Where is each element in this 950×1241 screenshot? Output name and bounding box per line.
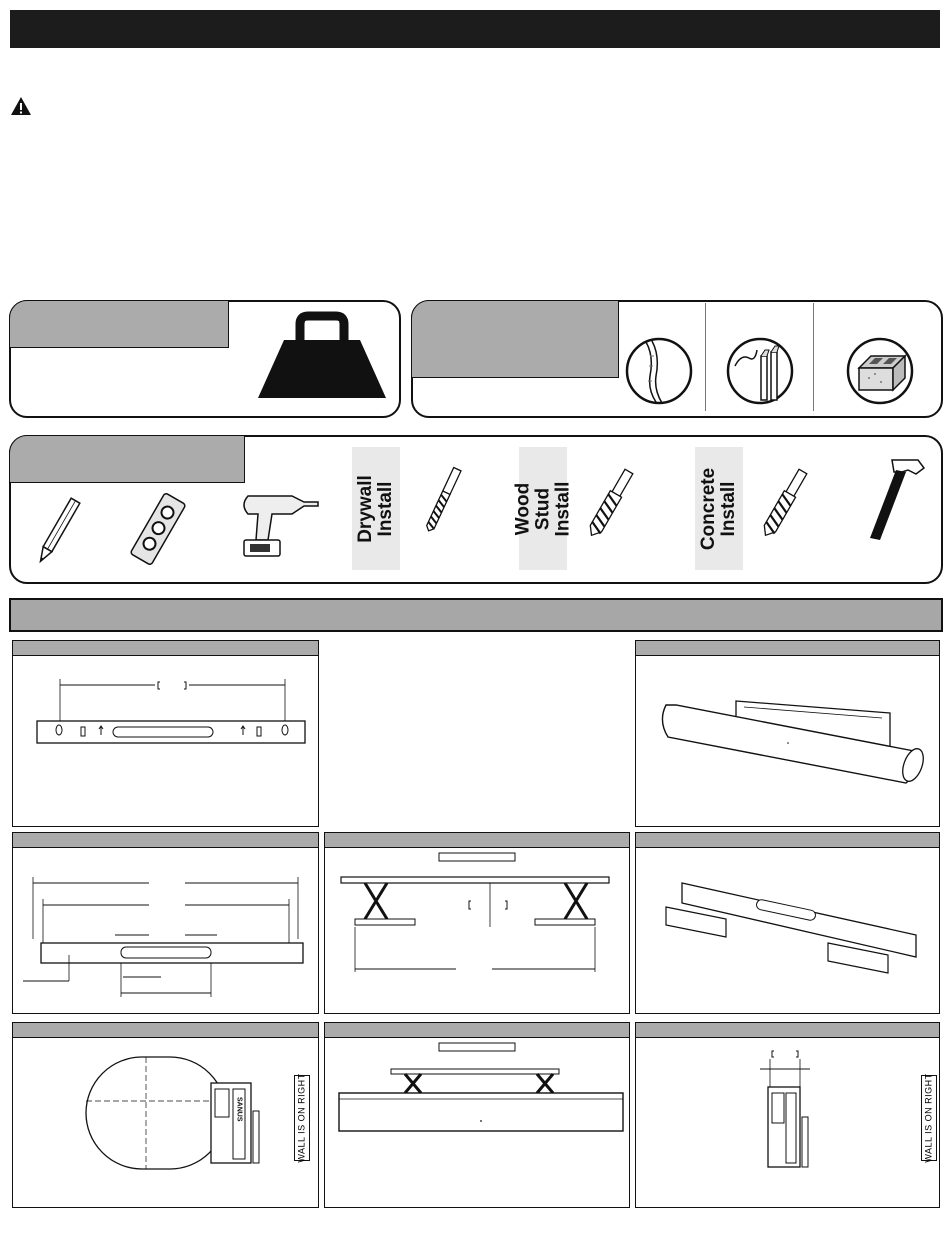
- wall-divider: [813, 303, 814, 411]
- panel-header: [325, 1023, 629, 1038]
- wood-stud-icon: [725, 336, 795, 406]
- wood-stud-install-label: Wood Stud Install: [519, 447, 567, 570]
- panel-header: [636, 641, 939, 656]
- wall-label-box: [294, 1075, 310, 1161]
- panel-header: [13, 833, 318, 848]
- hammer-icon: [862, 456, 928, 544]
- bracket-dimension-diagram: [13, 847, 318, 1012]
- wall-label-box: [921, 1075, 937, 1161]
- wall-types-header: [411, 300, 619, 378]
- weight-capacity-header: [9, 300, 229, 348]
- drywall-install-label: Drywall Install: [352, 447, 400, 570]
- bracket-assembly-diagram: [636, 847, 939, 1012]
- stud-finder-icon: [126, 490, 190, 568]
- step-panel-8: [324, 1022, 630, 1208]
- bracket-top-view-diagram: [325, 847, 629, 1012]
- drill-bit-icon: [752, 464, 814, 546]
- soundbar-mounted-diagram: [636, 655, 939, 825]
- panel-header: [325, 833, 629, 848]
- header-bar: [10, 10, 940, 48]
- side-view-diagram: [13, 1037, 318, 1205]
- soundbar-attached-diagram: [325, 1037, 629, 1205]
- warning-icon: [10, 96, 32, 116]
- panel-header: [13, 641, 318, 656]
- drill-icon: [232, 488, 322, 564]
- drywall-icon: [624, 336, 694, 406]
- pencil-icon: [28, 492, 88, 570]
- panel-header: [636, 1023, 939, 1038]
- panel-header: [13, 1023, 318, 1038]
- step-panel-6: [635, 832, 940, 1014]
- step-panel-7: [12, 1022, 319, 1208]
- weight-icon: [256, 310, 388, 402]
- clearance-diagram: [636, 1037, 939, 1205]
- step-panel-3: [635, 640, 940, 827]
- step-panel-9: [635, 1022, 940, 1208]
- tools-header: [9, 435, 245, 483]
- bracket-diagram: [13, 655, 318, 825]
- wall-label: WALL IS ON RIGHT: [297, 1073, 307, 1163]
- concrete-install-label: Concrete Install: [695, 447, 743, 570]
- section-banner: [9, 598, 943, 632]
- step-panel-1: [12, 640, 319, 827]
- wall-divider: [705, 303, 706, 411]
- drill-bit-icon: [578, 464, 640, 546]
- drill-bit-icon: [420, 464, 466, 536]
- concrete-block-icon: [845, 336, 915, 406]
- wall-label: WALL IS ON RIGHT: [924, 1073, 934, 1163]
- panel-header: [636, 833, 939, 848]
- bracket-letters: SANUS: [235, 1097, 243, 1122]
- step-panel-5: [324, 832, 630, 1014]
- step-panel-4: [12, 832, 319, 1014]
